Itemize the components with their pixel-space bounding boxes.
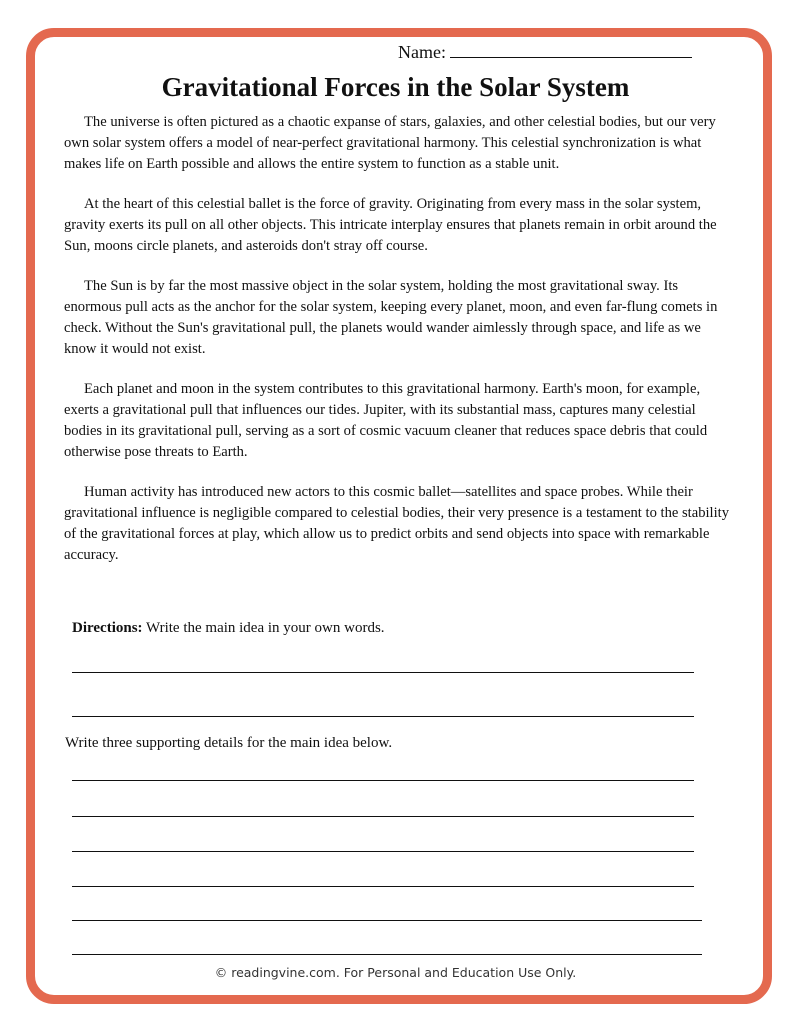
passage-paragraph-4: Each planet and moon in the system contributes to this gravitational harmony. Earth's moon, for example, exerts a gravitational pull that influences our tides. Jupiter, with its substantial mass, captures many celestial bodies in its gravitational pull, serving as a sort of cosmic vacuum cleaner that reduces space debris that could otherwise pose threats to Earth.: [64, 381, 708, 460]
copyright-footer: © readingvine.com. For Personal and Education Use Only.: [214, 965, 577, 980]
reading-passage: [64, 112, 732, 585]
name-answer-line[interactable]: [450, 41, 692, 58]
main-idea-answer-line-2[interactable]: [72, 716, 694, 717]
passage-paragraph-2: At the heart of this celestial ballet is the force of gravity. Originating from every mass in the solar system, gravity exerts its pull on all other objects. This intricate interplay ensures that planets remain in orbit around the Sun, moons circle planets, and asteroids don't stray off course.: [64, 196, 717, 254]
detail-answer-line-1[interactable]: [72, 780, 694, 781]
detail-answer-line-5[interactable]: [72, 920, 702, 921]
detail-answer-line-4[interactable]: [72, 886, 694, 887]
detail-answer-line-2[interactable]: [72, 816, 694, 817]
directions-text: Write the main idea in your own words.: [142, 620, 385, 636]
detail-answer-line-6[interactable]: [72, 954, 702, 955]
name-row: [398, 41, 692, 63]
worksheet-title: Gravitational Forces in the Solar System: [161, 72, 630, 102]
name-label: Name:: [398, 42, 446, 62]
passage-paragraph-5: Human activity has introduced new actors to this cosmic ballet—satellites and space probes. While their gravitational influence is negligible compared to celestial bodies, their very presence is a testament to the stability of the gravitational forces at play, which allow us to predict orbits and send objects into space with remarkable accuracy.: [64, 484, 730, 563]
passage-paragraph-1: The universe is often pictured as a chaotic expanse of stars, galaxies, and other celestial bodies, but our very own solar system offers a model of near-perfect gravitational harmony. This celestial synchronization is what makes life on Earth possible and allows the entire system to function as a stable unit.: [64, 114, 716, 172]
directions-label: Directions:: [72, 620, 143, 636]
supporting-details-prompt: Write three supporting details for the main idea below.: [65, 735, 393, 751]
passage-paragraph-3: The Sun is by far the most massive object in the solar system, holding the most gravitational sway. Its enormous pull acts as the anchor for the solar system, keeping every planet, moon, and even far-flung comets in check. Without the Sun's gravitational pull, the planets would wander aimlessly through space, and life as we know it would not exist.: [64, 278, 718, 357]
main-idea-answer-line-1[interactable]: [72, 672, 694, 673]
detail-answer-line-3[interactable]: [72, 851, 694, 852]
directions: [72, 618, 385, 638]
